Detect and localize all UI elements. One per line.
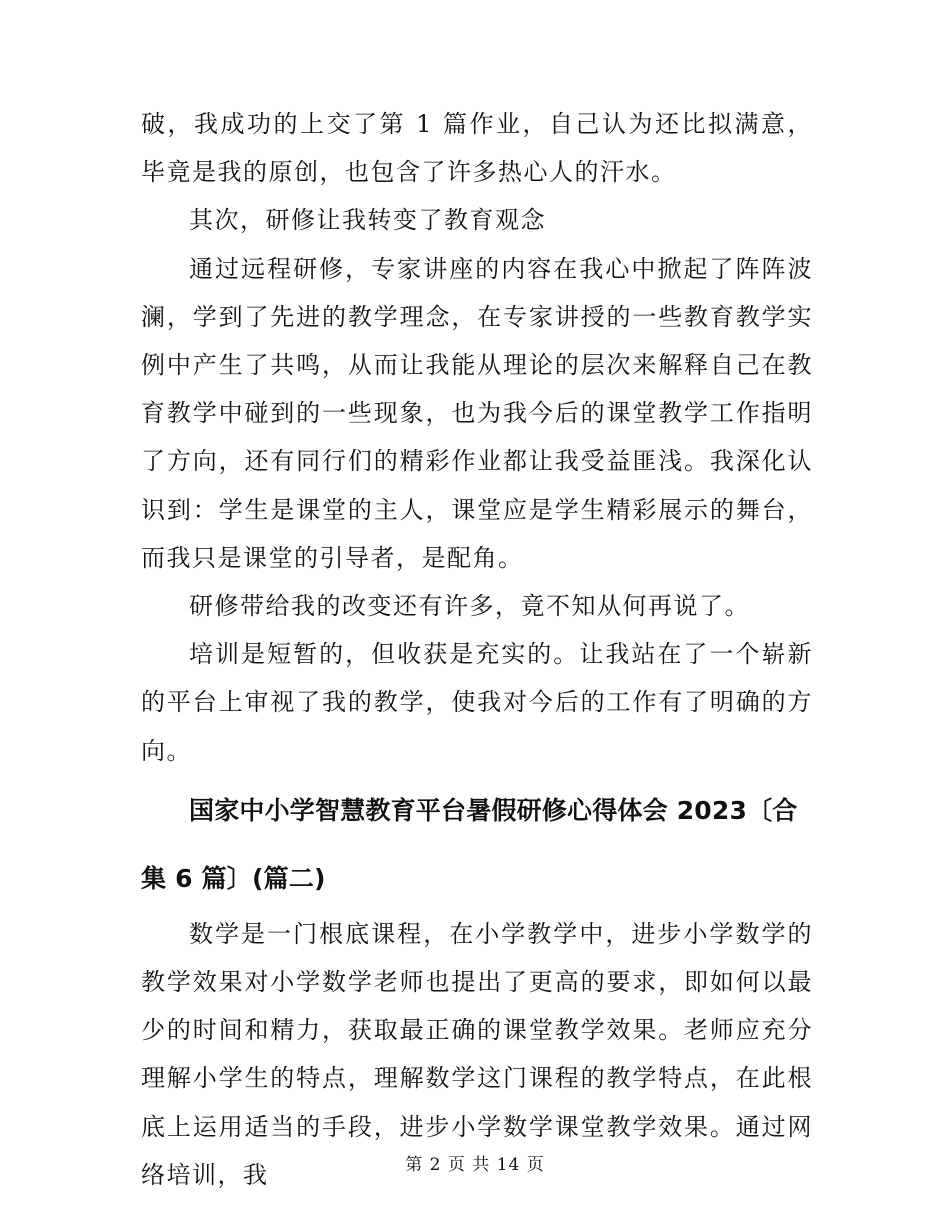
document-body bbox=[141, 100, 813, 1199]
paragraph-continuation: 破，我成功的上交了第 1 篇作业，自己认为还比拟满意，毕竟是我的原创，也包含了许多热心人的汗水。 bbox=[141, 110, 813, 187]
paragraph-body: 研修带给我的改变还有许多，竟不知从何再说了。 bbox=[189, 592, 750, 621]
section-heading: 国家中小学智慧教育平台暑假研修心得体会 2023〔合集 6 篇〕(篇二) bbox=[141, 795, 798, 893]
page-footer: 第 2 页 共 14 页 bbox=[405, 1155, 545, 1175]
paragraph-body: 数学是一门根底课程，在小学教学中，进步小学数学的教学效果对小学数学老师也提出了更高的要求，即如何以最少的时间和精力，获取最正确的课堂教学效果。老师应充分理解小学生的特点，理解数学这门课程的教学特点，在此根底上运用适当的手段，进步小学数学课堂教学效果。通过网络培训，我 bbox=[141, 919, 813, 1189]
paragraph-body: 培训是短暂的，但收获是充实的。让我站在了一个崭新的平台上审视了我的教学，使我对今后的工作有了明确的方向。 bbox=[141, 640, 813, 765]
paragraph-body: 通过远程研修，专家讲座的内容在我心中掀起了阵阵波澜，学到了先进的教学理念，在专家讲授的一些教育教学实例中产生了共鸣，从而让我能从理论的层次来解释自己在教育教学中碰到的一些现象，也为我今后的课堂教学工作指明了方向，还有同行们的精彩作业都让我受益匪浅。我深化认识到：学生是课堂的主人，课堂应是学生精彩展示的舞台，而我只是课堂的引导者，是配角。 bbox=[141, 254, 813, 572]
paragraph-subheading: 其次，研修让我转变了教育观念 bbox=[189, 206, 546, 235]
